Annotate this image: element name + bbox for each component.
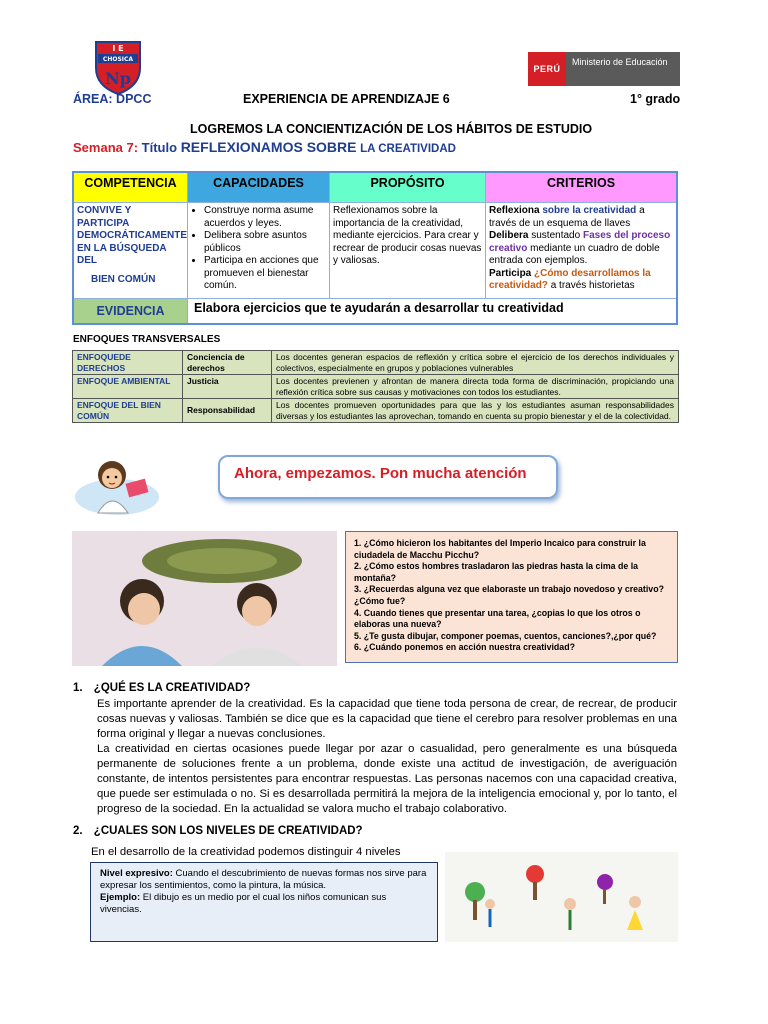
- peru-label: PERÚ: [528, 52, 566, 86]
- enfoque-valor: Conciencia de derechos: [183, 351, 272, 375]
- capacidad-item: • Construye norma asume acuerdos y leyes.: [204, 205, 326, 230]
- section-title: ¿QUÉ ES LA CREATIVIDAD?: [93, 682, 251, 694]
- ejemplo-text: El dibujo es un medio por el cual los niños comunican sus vivencias.: [100, 892, 387, 915]
- criterio-verb: Reflexiona: [489, 205, 540, 216]
- proposito-cell: Reflexionamos sobre la importancia de la creatividad, mediante ejercicios. Para crear y recrear de producir cosas nuevas y valiosas.: [330, 203, 486, 299]
- evidencia-label: EVIDENCIA: [74, 299, 188, 323]
- question-item: 5. ¿Te gusta dibujar, componer poemas, cuentos, canciones?,¿por qué?: [354, 630, 657, 641]
- nivel-example: [100, 892, 428, 916]
- section-number: 1.: [73, 682, 83, 694]
- nivel-expresivo-box: [90, 862, 438, 942]
- experiencia-title: EXPERIENCIA DE APRENDIZAJE 6: [243, 92, 450, 106]
- ministry-label: Ministerio de Educación: [566, 52, 680, 86]
- criterio-method: mediante un cuadro de doble entrada con ejemplos.: [489, 242, 660, 266]
- table-row: [73, 375, 679, 399]
- svg-text:CHOSICA: CHOSICA: [102, 56, 134, 63]
- school-logo: [92, 38, 144, 96]
- enfoque-name: ENFOQUE DEL BIEN COMÚN: [73, 399, 183, 423]
- enfoque-name: ENFOQUE AMBIENTAL: [73, 375, 183, 399]
- capacidad-item: • Delibera sobre asuntos públicos: [204, 230, 326, 255]
- question-item: 3. ¿Recuerdas alguna vez que elaboraste un trabajo novedoso y creativo? ¿Cómo fue?: [354, 584, 664, 606]
- nivel-definition: [100, 868, 428, 892]
- nivel-text: Cuando el descubrimiento de nuevas formas nos sirve para expresar los sentimientos, como la pintura, la música.: [100, 868, 427, 891]
- enfoques-title: ENFOQUES TRANSVERSALES: [73, 334, 221, 345]
- competencia-line: EN LA BÚSQUEDA DEL: [77, 242, 167, 266]
- page-subtitle: LOGREMOS LA CONCIENTIZACIÓN DE LOS HÁBITOS DE ESTUDIO: [190, 122, 593, 136]
- header-criterios: CRITERIOS: [486, 173, 676, 203]
- semana-label: Semana 7:: [73, 140, 139, 155]
- criterio-verb: Participa: [489, 267, 532, 279]
- criterio-1: [489, 205, 673, 230]
- competencia-cell: [74, 203, 188, 299]
- header-competencia: COMPETENCIA: [74, 173, 188, 203]
- criterios-cell: [486, 203, 676, 299]
- criterio-connector: sustentado: [531, 230, 581, 241]
- ejemplo-label: Ejemplo:: [100, 892, 141, 903]
- enfoque-valor: Justicia: [183, 375, 272, 399]
- competencia-line: DEMOCRÁTICAMENTE: [77, 230, 187, 241]
- banner-text: Ahora, empezamos. Pon mucha atención: [234, 465, 527, 482]
- section-number: 2.: [73, 825, 83, 837]
- enfoques-table: [72, 350, 679, 423]
- area-label: ÁREA: DPCC: [73, 92, 152, 106]
- header-capacidades: CAPACIDADES: [188, 173, 330, 203]
- competencia-line: CONVIVE Y PARTICIPA: [77, 205, 132, 229]
- header-proposito: PROPÓSITO: [330, 173, 486, 203]
- section-title: ¿CUALES SON LOS NIVELES DE CREATIVIDAD?: [93, 825, 363, 837]
- criterio-method: a través historietas: [550, 280, 635, 291]
- titulo-sub: LA CREATIVIDAD: [360, 143, 456, 155]
- section-2-heading: [73, 825, 363, 837]
- planning-table: [72, 171, 678, 325]
- svg-text:I E: I E: [112, 44, 124, 53]
- capacidades-cell: [188, 203, 330, 299]
- question-item: 1. ¿Cómo hicieron los habitantes del Imperio Incaico para construir la ciudadela de Macchu Picchu?: [354, 538, 646, 560]
- criterio-topic: Fases del proceso creativo: [489, 230, 671, 254]
- question-item: 2. ¿Cómo estos hombres trasladaron las piedras hasta la cima de la montaña?: [354, 561, 639, 583]
- criterio-verb: Delibera: [489, 230, 529, 241]
- paragraph: Es importante aprender de la creatividad. Es la capacidad que tiene toda persona de crear, de recrear, de producir cosas nuevas y valiosas. También se dice que es la capacidad que tiene el cerebro para resolver problemas en una forma original y llegar a nuevas conclusiones.: [97, 698, 677, 740]
- question-item: 4. Cuando tienes que presentar una tarea, ¿copias lo que los otros o elaboras una nueva?: [354, 607, 641, 630]
- criterio-method: a través de un esquema de llaves: [489, 205, 645, 229]
- questions-box: [345, 531, 678, 663]
- semana-line: [73, 139, 456, 155]
- children-drawing-image: [445, 852, 678, 942]
- titulo-main: REFLEXIONAMOS SOBRE: [180, 139, 357, 155]
- children-thinking-image: [72, 531, 337, 666]
- criterio-2: [489, 230, 673, 268]
- criterio-3: [489, 268, 673, 293]
- grado-label: 1° grado: [630, 92, 681, 106]
- nivel-label: Nivel expresivo:: [100, 868, 173, 879]
- paragraph: La creatividad en ciertas ocasiones puede llegar por azar o casualidad, pero generalmente es una búsqueda permanente de soluciones frente a un problema, donde existe una actitud de investigación, de averiguación constante, de intentos persistentes para encontrar respuestas. Las personas nacemos con una capacidad creativa, que puede ser estimulada o no. Si es desarrollada permitirá la mejora de la inteligencia emocional y, por lo tanto, el progreso de la sociedad. En la actualidad se valora mucho el trabajo colaborativo.: [97, 743, 677, 815]
- section-2-intro: En el desarrollo de la creatividad podemos distinguir 4 niveles: [91, 846, 401, 858]
- table-row: [73, 399, 679, 423]
- criterio-topic: ¿Cómo desarrollamos la creatividad?: [489, 267, 651, 291]
- attention-banner: [218, 455, 558, 499]
- enfoque-name: ENFOQUEDE DERECHOS: [73, 351, 183, 375]
- enfoque-texto: Los docentes promueven oportunidades para que las y los estudiantes asuman responsabilidades diversas y los estudiantes las aprovechan, tomando en cuenta su propio bienestar y el de la colectividad.: [272, 399, 679, 423]
- section-1-heading: [73, 682, 250, 694]
- enfoque-texto: Los docentes previenen y afrontan de manera directa toda forma de discriminación, propiciando una reflexión crítica sobre sus causas y motivaciones con todos los estudiantes.: [272, 375, 679, 399]
- ministry-logo: [528, 52, 680, 86]
- enfoque-valor: Responsabilidad: [183, 399, 272, 423]
- svg-text:Np: Np: [105, 69, 131, 88]
- capacidad-item: • Participa en acciones que promueven el bienestar común.: [204, 255, 326, 293]
- table-row: [73, 351, 679, 375]
- enfoque-texto: Los docentes generan espacios de reflexión y crítica sobre el ejercicio de los derechos individuales y colectivos, especialmente en grupos y poblaciones vulnerables: [272, 351, 679, 375]
- question-item: 6. ¿Cuándo ponemos en acción nuestra creatividad?: [354, 642, 575, 653]
- evidencia-text: Elabora ejercicios que te ayudarán a desarrollar tu creatividad: [194, 301, 564, 315]
- titulo-word: Título: [141, 140, 178, 155]
- competencia-line: BIEN COMÚN: [91, 273, 156, 285]
- teacher-illustration: [72, 455, 162, 517]
- criterio-topic: sobre la creatividad: [542, 205, 637, 216]
